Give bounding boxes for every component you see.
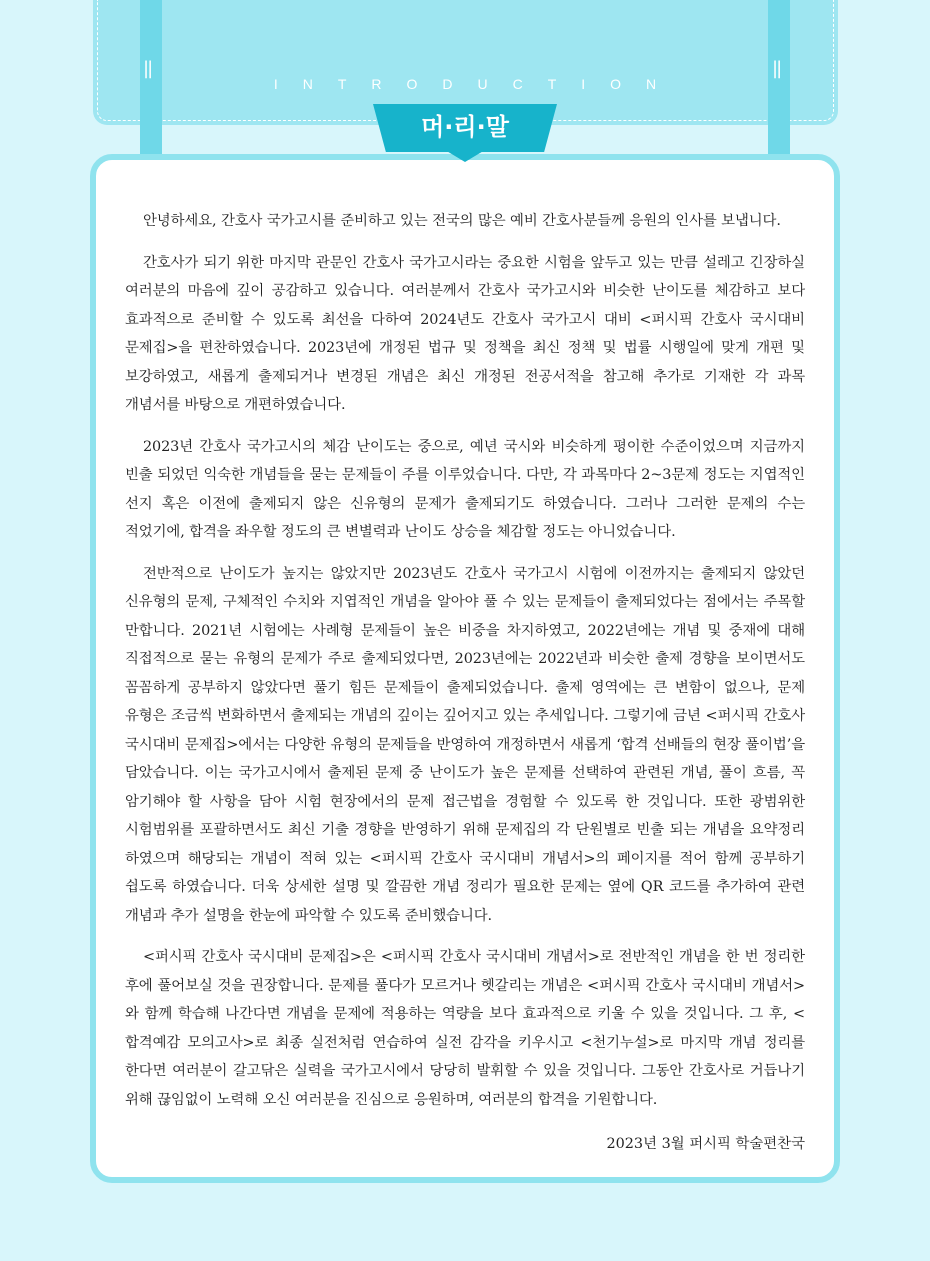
title-badge-tip [445,150,485,162]
title-badge [373,104,557,162]
paragraph-1: 안녕하세요, 간호사 국가고시를 준비하고 있는 전국의 많은 예비 간호사분들께 응원의 인사를 보냅니다. [143,213,781,229]
paragraph-5: <퍼시픽 간호사 국시대비 문제집>은 <퍼시픽 간호사 국시대비 개념서>로 전반적인 개념을 한 번 정리한 후에 풀어보실 것을 권장합니다. 문제를 풀다가 모르거나 헷갈리는 개념은 <퍼시픽 간호사 국시대비 개념서>와 함께 학습해 나간다면 개념을 문제에 적용하는 역량을 보다 효과적으로 키울 수 있을 것입니다. 그 후, <합격예감 모의고사>로 최종 실전처럼 연습하여 실전 감각을 키우시고 <천기누설>로 마지막 개념 정리를 한다면 여러분이 갈고닦은 실력을 국가고시에서 당당히 발휘할 수 있을 것입니다. 그동안 간호사로 거듭나기 위해 끊임없이 노력해 오신 여러분을 진심으로 응원하며, 여러분의 합격을 기원합니다. [125,949,805,1108]
right-clip-icon: || [772,58,781,79]
section-label: INTRODUCTION [273,76,682,92]
paragraph-2: 간호사가 되기 위한 마지막 관문인 간호사 국가고시라는 중요한 시험을 앞두고 있는 만큼 설레고 긴장하실 여러분의 마음에 깊이 공감하고 있습니다. 여러분께서 간호사 국가고시와 비슷한 난이도를 체감하고 보다 효과적으로 준비할 수 있도록 최선을 다하여 2024년도 간호사 국가고시 대비 <퍼시픽 간호사 국시대비 문제집>을 편찬하였습니다. 2023년에 개정된 법규 및 정책을 최신 정책 및 법률 시행일에 맞게 개편 및 보강하였고, 새롭게 출제되거나 변경된 개념은 최신 개정된 전공서적을 참고해 추가로 기재한 각 과목 개념서를 바탕으로 개편하였습니다. [125,254,805,413]
left-clip-icon: || [143,58,152,79]
paragraph-4: 전반적으로 난이도가 높지는 않았지만 2023년도 간호사 국가고시 시험에 이전까지는 출제되지 않았던 신유형의 문제, 구체적인 수치와 지엽적인 개념을 알아야 풀 수 있는 문제들이 출제되었다는 점에서는 주목할 만합니다. 2021년 시험에는 사례형 문제들이 높은 비중을 차지하였고, 2022년에는 개념 및 중재에 대해 직접적으로 묻는 유형의 문제가 주로 출제되었다면, 2023년에는 2022년과 비슷한 출제 경향을 보이면서도 꼼꼼하게 공부하지 않았다면 풀기 힘든 문제들이 출제되었습니다. 출제 영역에는 큰 변함이 없으나, 문제 유형은 조금씩 변화하면서 출제되는 개념의 깊이는 깊어지고 있는 추세입니다. 그렇기에 금년 <퍼시픽 간호사 국시대비 문제집>에서는 다양한 유형의 문제들을 반영하여 개정하면서 새롭게 ‘합격 선배들의 현장 풀이법’을 담았습니다. 이는 국가고시에서 출제된 문제 중 난이도가 높은 문제를 선택하여 관련된 개념, 풀이 흐름, 꼭 암기해야 할 사항을 담아 시험 현장에서의 문제 접근법을 경험할 수 있도록 한 것입니다. 또한 광범위한 시험범위를 포괄하면서도 최신 기출 경향을 반영하기 위해 문제집의 각 단원별로 빈출 되는 개념을 요약정리 하였으며 해당되는 개념이 적혀 있는 <퍼시픽 간호사 국시대비 개념서>의 페이지를 적어 함께 공부하기 쉽도록 하였습니다. 더욱 상세한 설명 및 깔끔한 개념 정리가 필요한 문제는 옆에 QR 코드를 추가하여 관련 개념과 추가 설명을 한눈에 파악할 수 있도록 준비했습니다. [125,565,805,924]
signature: 2023년 3월 퍼시픽 학술편찬국 [606,1136,805,1152]
page-title: 머·리·말 [421,113,509,141]
paragraph-3: 2023년 간호사 국가고시의 체감 난이도는 중으로, 예년 국시와 비슷하게 평이한 수준이었으며 지금까지 빈출 되었던 익숙한 개념들을 묻는 문제들이 주를 이루었습니다. 다만, 각 과목마다 2~3문제 정도는 지엽적인 선지 혹은 이전에 출제되지 않은 신유형의 문제가 출제되기도 하였습니다. 그러나 그러한 문제의 수는 적었기에, 합격을 좌우할 정도의 큰 변별력과 난이도 상승을 체감할 정도는 아니었습니다. [125,438,805,540]
preface-text [125,207,805,1127]
